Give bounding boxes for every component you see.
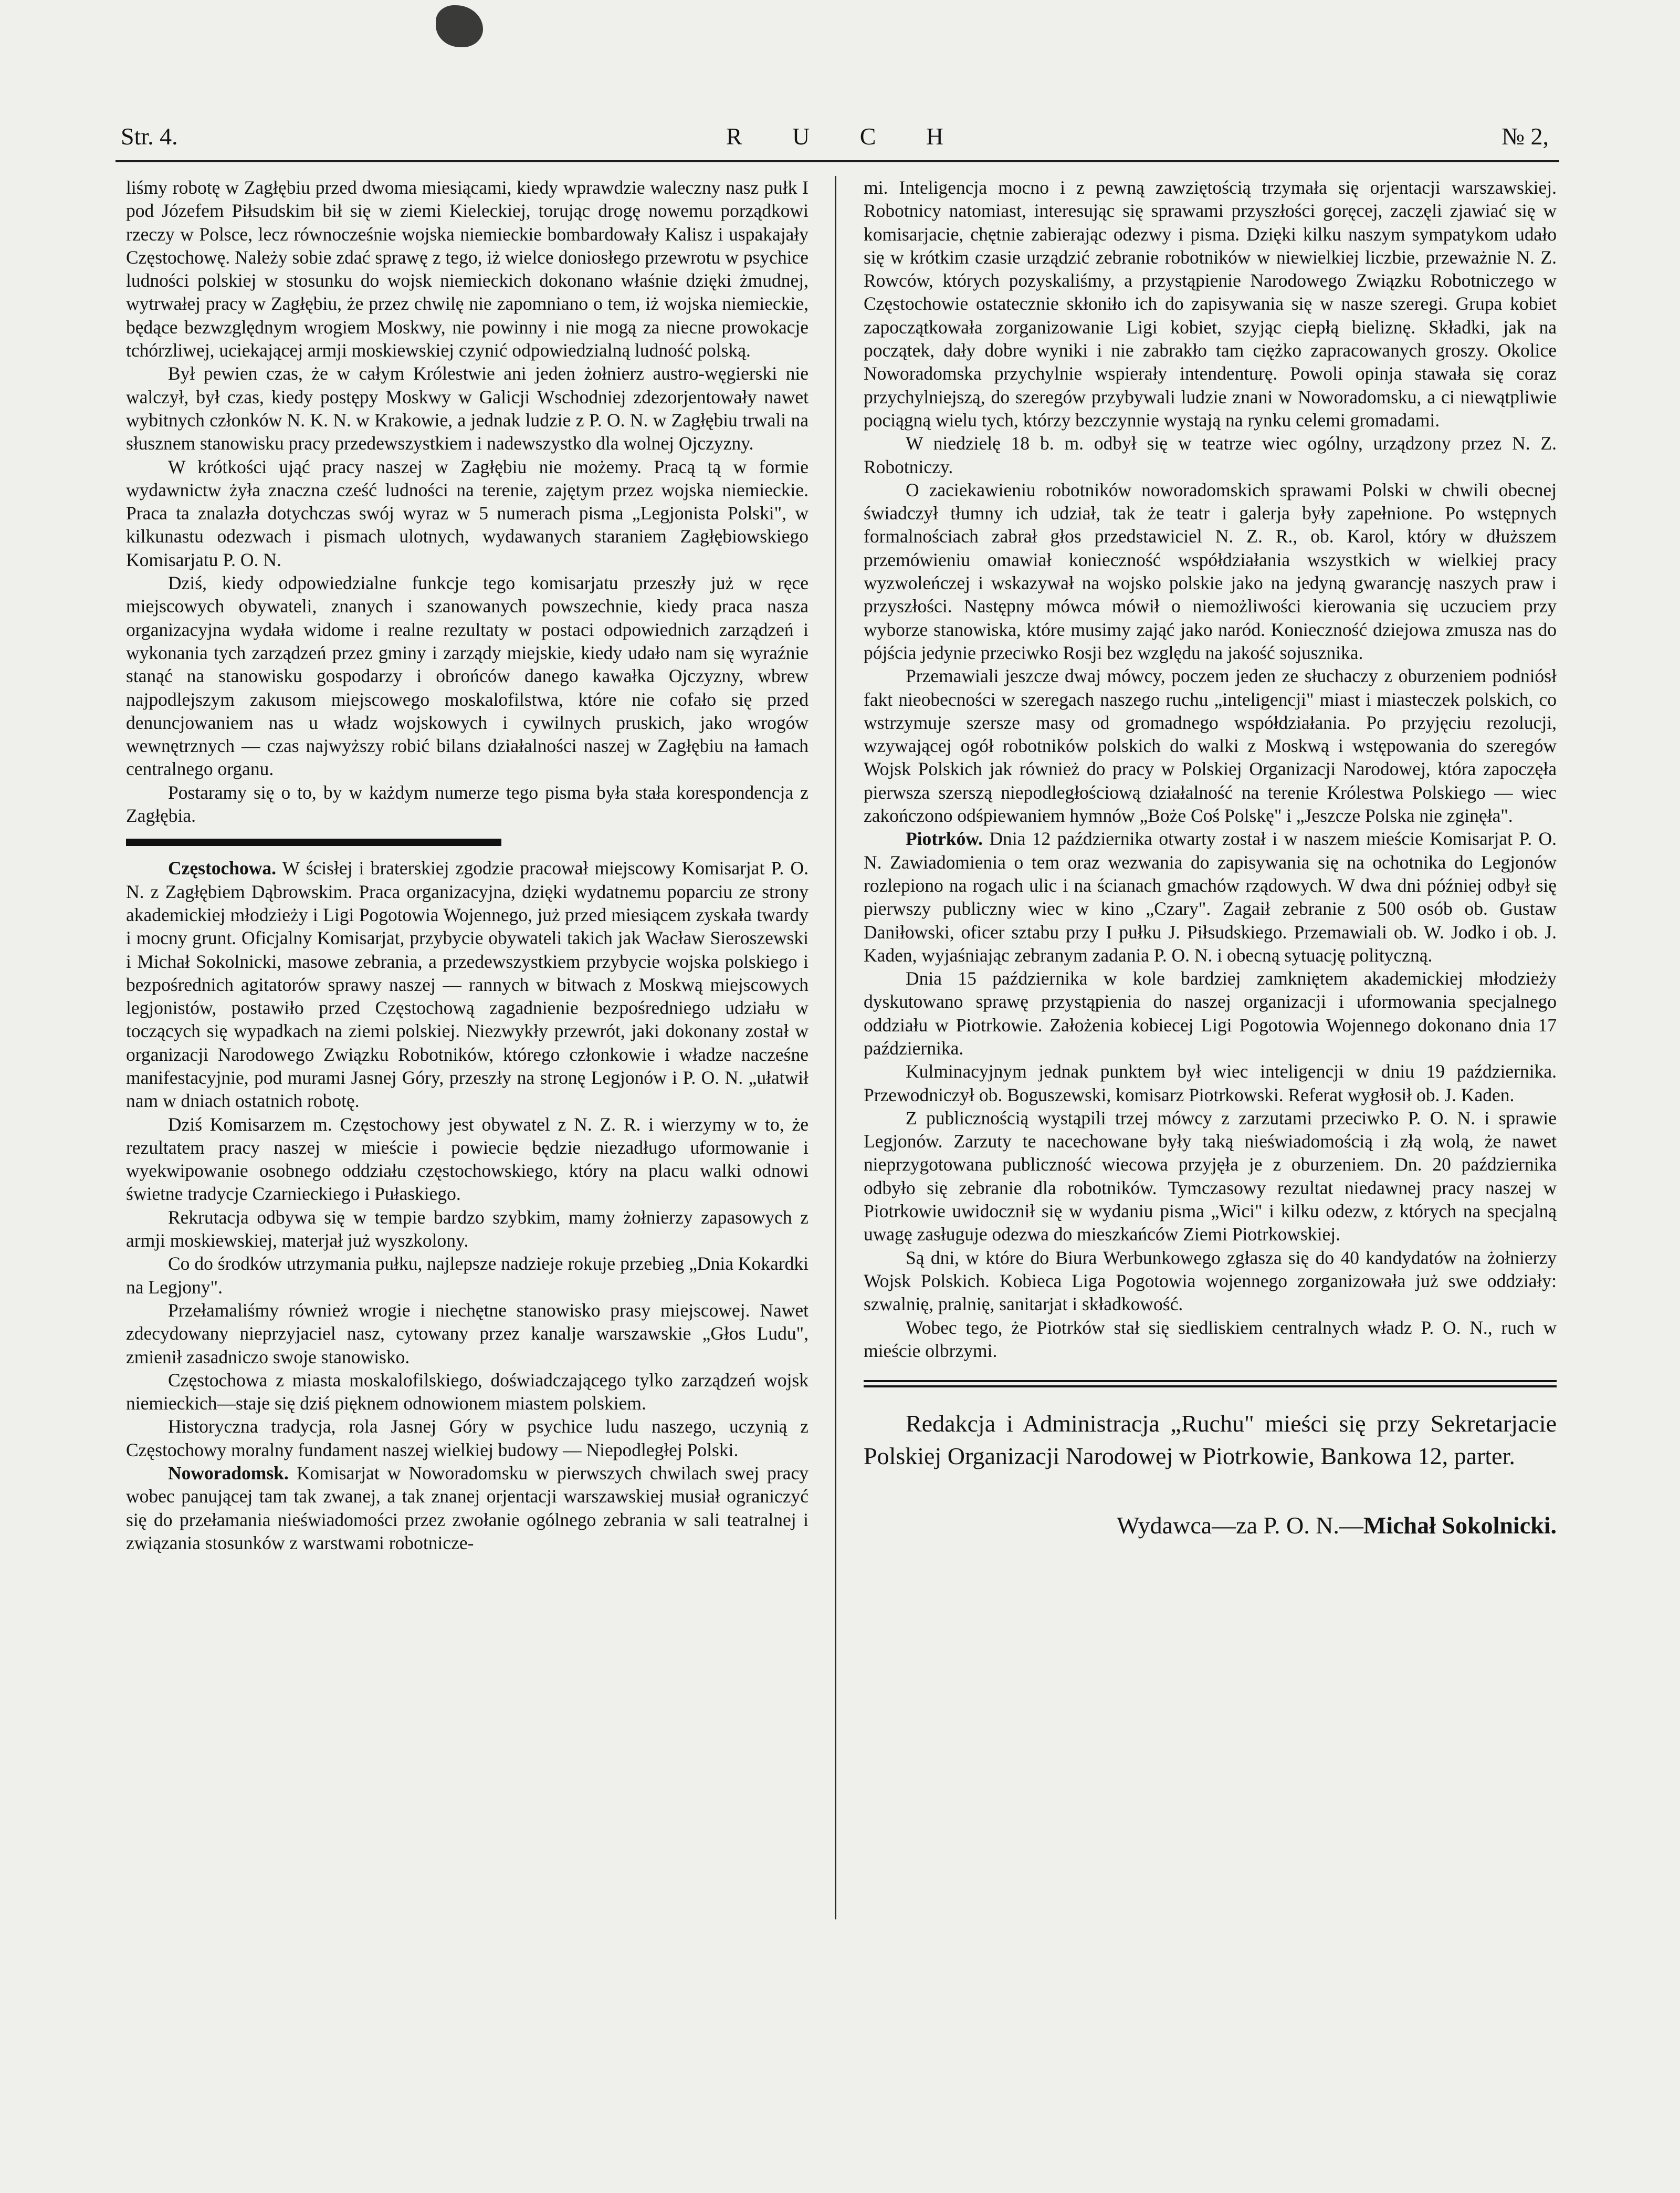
column-divider — [835, 176, 836, 1919]
notice-separator — [864, 1378, 1557, 1390]
publisher-line — [864, 1509, 1557, 1542]
paragraph: W niedzielę 18 b. m. odbył się w teatrze wiec ogólny, urządzony przez N. Z. Robotniczy. — [864, 433, 1557, 477]
paragraph: Przełamaliśmy również wrogie i niechętne stanowisko prasy miejscowej. Nawet zdecydowany nieprzyjaciel nasz, cytowany przez kanalje warszawskie „Głos Ludu", zmienił zasadniczo swoje stanowisko. — [126, 1299, 808, 1367]
paragraph: Rekrutacja odbywa się w tempie bardzo szybkim, mamy żołnierzy zapasowych z armji moskiewskiej, materjał już wyszkolony. — [126, 1206, 808, 1251]
header-rule — [116, 160, 1559, 162]
paragraph: Częstochowa z miasta moskalofilskiego, doświadczającego tylko zarządzeń wojsk niemieckich—staje się dziś pięknem odnowionem miastem polskiem. — [126, 1369, 808, 1414]
paragraph: Historyczna tradycja, rola Jasnej Góry w psychice ludu naszego, uczynią z Częstochowy moralny fundament naszej wielkiej budowy — Niepodległej Polski. — [126, 1416, 808, 1460]
paragraph: Dziś Komisarzem m. Częstochowy jest obywatel z N. Z. R. i wierzymy w to, że rezultatem pracy naszej w mieście i powiecie będzie niezadługo uformowanie i wyekwipowanie osobnego oddziału częstochowskiego, który na placu walki odnowi świetne tradycje Czarnieckiego i Pułaskiego. — [126, 1113, 808, 1205]
paragraph-czestochowa: Częstochowa. W ścisłej i braterskiej zgodzie pracował miejscowy Komisarjat P. O. N. z Zagłębiem Dąbrowskim. Praca organizacyjna, dzięki wydatnemu poparciu ze strony akademickiej młodzieży i Ligi Pogotowia Wojennego, już przed miesiącem zyskała twardy i mocny grunt. Oficjalny Komisarjat, przybycie obywateli takich jak Wacław Sieroszewski i Michał Sokolnicki, masowe zebrania, a przedewszystkiem przybycie wojska polskiego i bezpośrednich agitatorów sprawy naszej — rannych w bitwach z Moskwą miejscowych legjonistów, postawiło przed Częstochową zagadnienie bezpośredniego udziału w toczących się wypadkach na ziemi polskiej. Niezwykły przewrót, jaki dokonany został w organizacji Narodowego Związku Robotników, którego członkowie i władze nacześne manifestacyjnie, pod murami Jasnej Góry, przeszły na stronę Legjonów i P. O. N. „ułatwił nam w dniach ostatnich robotę. — [126, 858, 808, 1112]
paragraph: Dziś, kiedy odpowiedzialne funkcje tego komisarjatu przeszły już w ręce miejscowych obywateli, znanych i szanowanych powszechnie, kiedy praca nasza organizacyjna wydała widome i realne rezultaty w postaci odpowiednich zarządzeń i wykonania tych zarządzeń przez gminy i zarządy miejskie, kiedy udało nam się wyraźnie stanąć na stanowisku gospodarzy i obrońców danego kawałka Ojczyzny, wbrew najpodlejszym zakusom miejscowego moskalofilstwa, które nie cofało się przed denuncjowaniem nas u władz wojskowych i cywilnych pruskich, jako wrogów wewnętrznych — czas najwyższy robić bilans działalności naszej w Zagłębiu na łamach centralnego organu. — [126, 572, 808, 780]
editorial-notice: Redakcja i Administracja „Ruchu" mieści się przy Sekretarjacie Polskiej Organizacji Narodowej w Piotrkowie, Bankowa 12, parter. — [864, 1410, 1557, 1470]
newspaper-title: R U C H — [726, 123, 966, 150]
publisher-name: Michał Sokolnicki. — [1363, 1512, 1557, 1539]
paragraph: Był pewien czas, że w całym Królestwie ani jeden żołnierz austro-węgierski nie walczył, był czas, kiedy postępy Moskwy w Galicji Wschodniej zdezorjentowały nawet wybitnych członków N. K. N. w Krakowie, a jednak ludzie z P. O. N. w Zagłębiu trwali na słusznem stanowisku pracy przedewszystkiem i nadewszystko dla wolnej Ojczyzny. — [126, 363, 808, 454]
section-heading: Piotrków. — [906, 828, 983, 850]
right-column — [864, 176, 1557, 1542]
section-heading: Częstochowa. — [168, 858, 277, 879]
paragraph: Dnia 15 października w kole bardziej zamkniętem akademickiej młodzieży dyskutowano sprawę przystąpienia do naszej organizacji i uformowania specjalnego oddziału w Piotrkowie. Założenia kobiecej Ligi Pogotowia Wojennego dokonano dnia 17 października. — [864, 968, 1557, 1059]
paragraph: Kulminacyjnym jednak punktem był wiec inteligencji w dniu 19 października. Przewodniczył ob. Boguszewski, komisarz Piotrkowski. Referat wygłosił ob. J. Kaden. — [864, 1061, 1557, 1105]
paragraph: liśmy robotę w Zagłębiu przed dwoma miesiącami, kiedy wprawdzie waleczny nasz pułk I pod Józefem Piłsudskim bił się w ziemi Kieleckiej, torując drogę nowemu porządkowi rzeczy w Polsce, lecz równocześnie wojska niemieckie bombardowały Kalisz i uspakajały Częstochowę. Należy sobie zdać sprawę z tego, iż wielce doniosłego przewrotu w psychice ludności polskiej w stosunku do wojsk niemieckich dokonano właśnie dzięki żmudnej, wytrwałej pracy w Zagłębiu, że przez chwilę nie zapomniano o tem, iż wojska niemieckie, będące bezwzględnym wrogiem Moskwy, nie powinny i nie mogą za niecne prowokacje tchórzliwej, uciekającej armji moskiewskiej czynić odpowiedzialną ludność polską. — [126, 177, 808, 361]
page-header — [121, 118, 1549, 155]
ink-blot — [436, 5, 483, 47]
section-separator — [126, 837, 808, 848]
section-heading: Noworadomsk. — [168, 1463, 289, 1484]
publisher-prefix: Wydawca—za P. O. N.— — [1117, 1512, 1363, 1539]
paragraph: Wobec tego, że Piotrków stał się siedliskiem centralnych władz P. O. N., ruch w mieście olbrzymi. — [864, 1317, 1557, 1361]
page-number: Str. 4. — [121, 123, 178, 150]
paragraph: Przemawiali jeszcze dwaj mówcy, poczem jeden ze słuchaczy z oburzeniem podniósł fakt nieobecności w szeregach naszego ruchu „inteligencji" miast i miasteczek polskich, co wstrzymuje szersze masy od gromadnego współdziałania. Po przyjęciu rezolucji, wzywającej ogół robotników polskich do walki z Moskwą i wstępowania do szeregów Wojsk Polskich jak również do pracy w Polskiej Organizacji Narodowej, która zapoczęła pierwsza szerszą niepodległościową działalność na terenie Królestwa Polskiego — wiec zakończono odśpiewaniem hymnów „Boże Coś Polskę" i „Jeszcze Polska nie zginęła". — [864, 665, 1557, 827]
paragraph-noworadomsk: Noworadomsk. Komisarjat w Noworadomsku w pierwszych chwilach swej pracy wobec panującej tam tak zwanej, a tak znanej orjentacji warszawskiej musiał ograniczyć się do przełamania nieświadomości przez zwołanie ogólnego zebrania w sali teatralnej i związania stosunków z warstwami robotnicze- — [126, 1463, 808, 1553]
paragraph: W krótkości ująć pracy naszej w Zagłębiu nie możemy. Pracą tą w formie wydawnictw żyła znaczna cześć ludności na terenie, zajętym przez wojska niemieckie. Praca ta znalazła dotychczas swój wyraz w 5 numerach pisma „Legjonista Polski", w kilkunastu odezwach i pismach ulotnych, wydawanych staraniem Zagłębiowskiego Komisarjatu P. O. N. — [126, 456, 808, 570]
left-column — [126, 176, 808, 1554]
paragraph: Co do środków utrzymania pułku, najlepsze nadzieje rokuje przebieg „Dnia Kokardki na Legjony". — [126, 1253, 808, 1298]
issue-number: № 2, — [1502, 123, 1549, 150]
paragraph: Są dni, w które do Biura Werbunkowego zgłasza się do 40 kandydatów na żołnierzy Wojsk Polskich. Kobieca Liga Pogotowia wojennego zorganizowała już swe oddziały: szwalnię, pralnię, sanitarjat i składkowość. — [864, 1247, 1557, 1315]
paragraph: mi. Inteligencja mocno i z pewną zawziętością trzymała się orjentacji warszawskiej. Robotnicy natomiast, interesując się sprawami przyszłości goręcej, zaczęli zjawiać się w komisarjacie, chętnie zabierając odezwy i pisma. Dzięki kilku naszym sympatykom udało się w krótkim czasie urządzić zebranie robotników w niewielkiej liczbie, przeważnie N. Z. Rowców, których pozyskaliśmy, a przystąpienie Narodowego Związku Robotniczego w Częstochowie ostatecznie skłoniło ich do zapisywania się w nasze szeregi. Grupa kobiet zapoczątkowała zorganizowanie Ligi kobiet, szyjąc ciepłą bieliznę. Składki, jak na początek, dały dobre wyniki i nie zabrakło tam ciężko zapracowanych groszy. Okolice Noworadomska przychylnie wspierały intendenturę. Powoli opinja stawała się coraz przychylniejszą, do szeregów przybywali ludzie znani w Noworadomsku, a ci niewątpliwie pociągną wielu tych, którzy bezczynnie wystają na rynku celemi gromadami. — [864, 177, 1557, 431]
paragraph-piotrkow: Piotrków. Dnia 12 października otwarty został i w naszem mieście Komisarjat P. O. N. Zawiadomienia o tem oraz wezwania do zapisywania się na ochotnika do Legjonów rozlepiono na rogach ulic i na ścianach gmachów rządowych. W dwa dni później odbył się pierwszy publiczny wiec w kino „Czary". Zagaił zebranie z 500 osób ob. Gustaw Daniłowski, oficer sztabu przy I pułku J. Piłsudskiego. Przemawiali ob. W. Jodko i ob. J. Kaden, wyjaśniając zebranym zadania P. O. N. i obecną sytuację polityczną. — [864, 828, 1557, 966]
paragraph: Postaramy się o to, by w każdym numerze tego pisma była stała korespondencja z Zagłębia. — [126, 781, 808, 827]
paragraph: Z publicznością wystąpili trzej mówcy z zarzutami przeciwko P. O. N. i sprawie Legjonów. Zarzuty te nacechowane były taką nieświadomością i złą wolą, że nawet nieprzygotowana publiczność wiecowa przyjęła je z oburzeniem. Dn. 20 października odbyło się zebranie dla robotników. Tymczasowy rezultat niedawnej pracy naszej w Piotrkowie uwidocznił się w wydaniu pisma „Wici" i kilku odezw, z których na specjalną uwagę zasługuje odezwa do mieszkańców Ziemi Piotrkowskiej. — [864, 1107, 1557, 1245]
paragraph: O zaciekawieniu robotników noworadomskich sprawami Polski w chwili obecnej świadczył tłumny ich udział, tak że teatr i galerja były zapełnione. Po wstępnych formalnościach zabrał głos przedstawiciel N. Z. R., ob. Karol, który w dłuższem przemówieniu omawiał konieczność współdziałania wszystkich w wielkiej pracy wyzwoleńczej i wskazywał na wojsko polskie jako na jedyną gwarancję naszych praw i przyszłości. Następny mówca mówił o niemożliwości kierowania się uczuciem przy wyborze stanowiska, które musimy zająć jako naród. Konieczność dziejowa zmusza nas do pójścia jedynie przeciwko Rosji bez względu na jakość sojusznika. — [864, 479, 1557, 663]
